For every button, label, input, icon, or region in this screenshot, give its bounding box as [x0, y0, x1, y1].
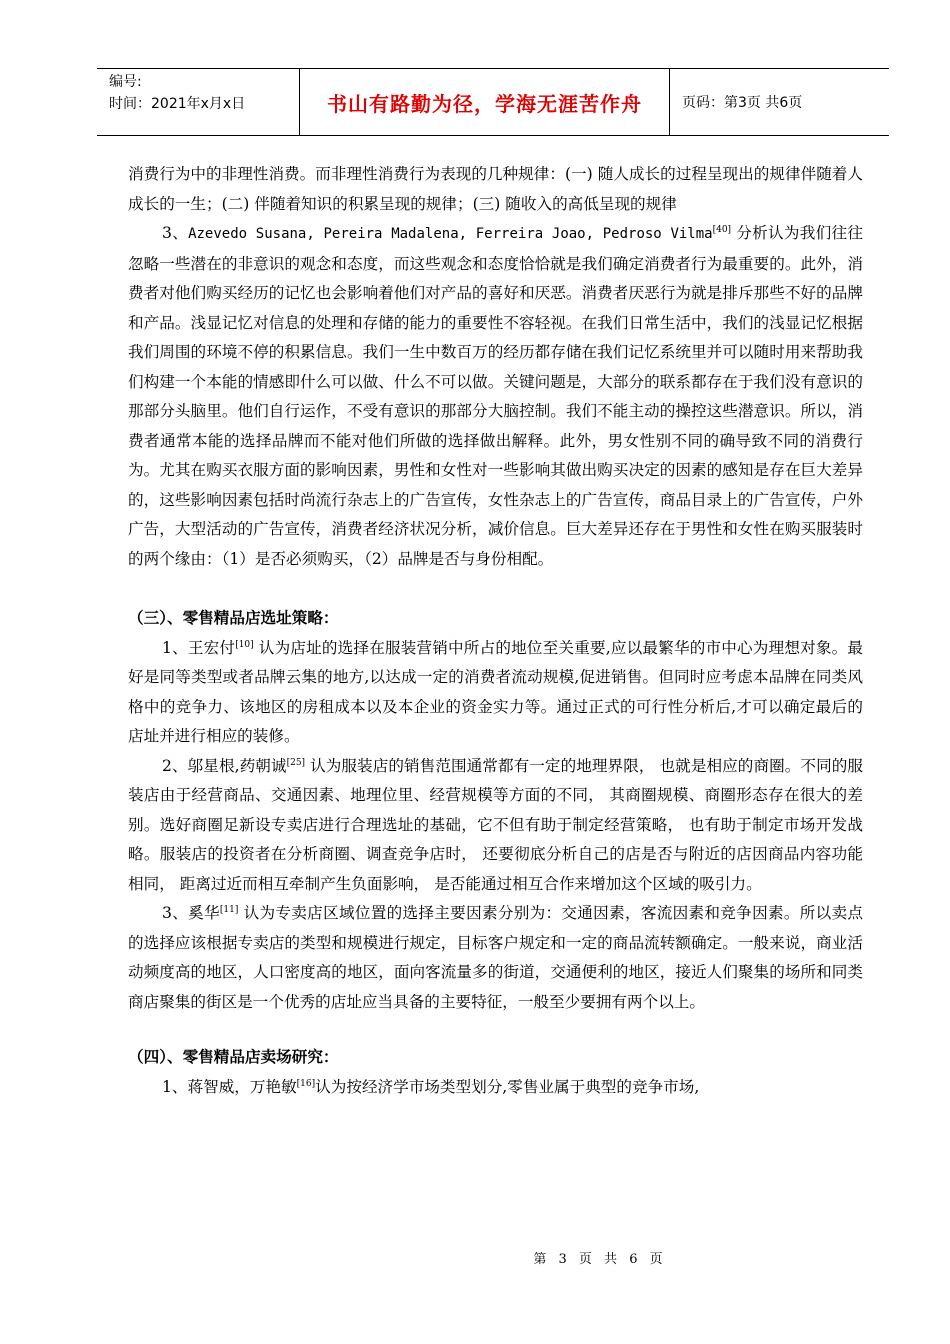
page-footer [0, 1248, 950, 1267]
paragraph-wang [128, 634, 863, 752]
citation-ref: [16] [296, 1078, 316, 1089]
item-author: 2、邬星根,药朝诚 [162, 756, 287, 775]
paragraph-text: 分析认为我们往往忽略一些潜在的非意识的观念和态度，而这些观念和态度恰恰就是我们确定消费者行为最重要的。此外，消费者对他们购买经历的记忆也会影响着他们对产品的喜好和厌恶。消费者厌恶行为就是排斥那些不好的品牌和产品。浅显记忆对信息的处理和存储的能力的重要性不容轻视。在我们日常生活中，我们的浅显记忆根据我们周围的环境不停的积累信息。我们一生中数百万的经历都存储在我们记忆系统里并可以随时用来帮助我们构建一个本能的情感即什么可以做、什么不可以做。关键问题是，大部分的联系都存在于我们没有意识的那部分头脑里。他们自行运作，不受有意识的那部分大脑控制。我们不能主动的操控这些潜意识。所以，消费者通常本能的选择品牌而不能对他们所做的选择做出解释。此外，男女性别不同的确导致不同的消费行为。尤其在购买衣服方面的影响因素，男性和女性对一些影响其做出购买决定的因素的感知是存在巨大差异的，这些影响因素包括时尚流行杂志上的广告宣传，女性杂志上的广告宣传，商品目录上的广告宣传，户外广告，大型活动的广告宣传，消费者经济状况分析，减价信息。巨大差异还存在于男性和女性在购买服装时的两个缘由：（1）是否必须购买，（2）品牌是否与身份相配。 [128, 224, 863, 568]
citation-ref: [25] [286, 757, 306, 768]
item-author: 3、奚华 [162, 904, 220, 922]
citation-ref: [11] [219, 904, 239, 915]
document-number-label: 编号: [109, 74, 142, 90]
header-motto-cell [300, 69, 670, 135]
item-number: 3、 [162, 224, 189, 242]
header-page-cell [670, 69, 889, 135]
author-names: Azevedo Susana, Pereira Madalena, Ferreira Joao, Pedroso Vilma [188, 226, 713, 242]
page-header [97, 68, 889, 136]
item-author: 1、王宏付 [162, 638, 236, 657]
spacer [128, 1017, 863, 1043]
footer-page-number: 第 3 页 共 6 页 [533, 1252, 667, 1267]
paragraph-irrational-consumption: 消费行为中的非理性消费。而非理性消费行为表现的几种规律：(一) 随人成长的过程呈现出的规律伴随着人成长的一生；(二) 伴随着知识的积累呈现的规律；(三) 随收入的高低呈现的规律 [128, 165, 863, 213]
section-heading-site-selection: （三）、零售精品店选址策略： [128, 609, 339, 627]
document-time-label: 时间：2021年x月x日 [109, 96, 246, 112]
paragraph-xi [128, 899, 863, 1017]
paragraph-azevedo [128, 219, 863, 574]
header-meta-cell [97, 69, 300, 135]
header-motto: 书山有路勤为径，学海无涯苦作舟 [327, 91, 642, 116]
section-heading-store-research: （四）、零售精品店卖场研究： [128, 1048, 339, 1066]
item-author: 1、蒋智威，万艳敏 [162, 1077, 297, 1096]
paragraph-text: 认为服装店的销售范围通常都有一定的地理界限， 也就是相应的商圈。不同的服装店由于经营商品、交通因素、地理位里、经营规模等方面的不同， 其商圈规模、商圈形态存在很大的差别。选好商圈足新设专卖店进行合理选址的基础，它不但有助于制定经营策略， 也有助于制定市场开发战略。服装店的投资者在分析商圈、调查竞争店时， 还要彻底分析自己的店是否与附近的店因商品内容功能相同， 距离过近而相互牵制产生负面影响， 是否能通过相互合作来增加这个区域的吸引力。 [128, 756, 863, 893]
paragraph-wu [128, 752, 863, 900]
spacer [128, 574, 863, 604]
header-page-label: 页码：第3页 共6页 [682, 95, 803, 111]
paragraph-text: 认为店址的选择在服装营销中所占的地位至关重要,应以最繁华的市中心为理想对象。最好是同等类型或者品牌云集的地方,以达成一定的消费者流动规模,促进销售。但同时应考虑本品牌在同类风格中的竞争力、该地区的房租成本以及本企业的资金实力等。通过正式的可行性分析后,才可以确定最后的店址并进行相应的装修。 [128, 638, 864, 745]
document-body [128, 160, 863, 1102]
paragraph-text: 认为按经济学市场类型划分,零售业属于典型的竞争市场, [315, 1077, 700, 1096]
citation-ref: [40] [712, 224, 732, 235]
citation-ref: [10] [235, 639, 254, 650]
paragraph-jiang [128, 1073, 863, 1103]
paragraph-text: 认为专卖店区域位置的选择主要因素分别为：交通因素，客流因素和竞争因素。所以卖点的选择应该根据专卖店的类型和规模进行规定，目标客户规定和一定的商品流转额确定。一般来说，商业活动频度高的地区，人口密度高的地区，面向客流量多的街道，交通便利的地区，接近人们聚集的场所和同类商店聚集的街区是一个优秀的店址应当具备的主要特征，一般至少要拥有两个以上。 [128, 904, 863, 1011]
